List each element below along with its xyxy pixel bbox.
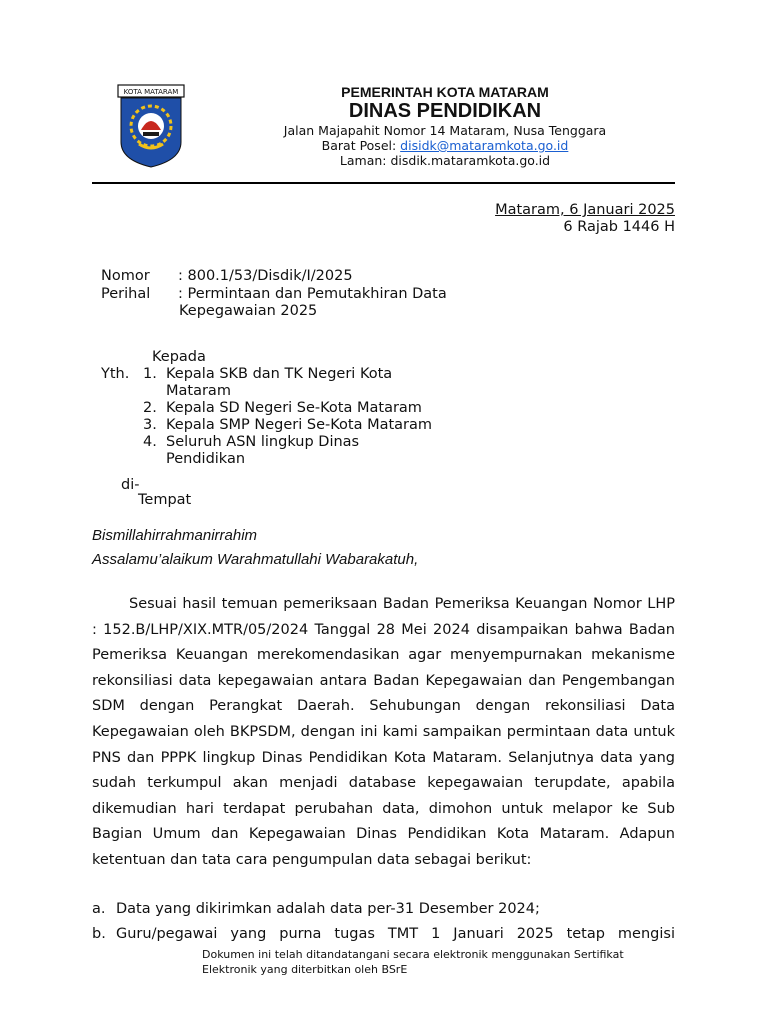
recipient-number: 1.	[143, 366, 157, 382]
point-a	[92, 897, 675, 923]
perihal-line: : Permintaan dan Pemutakhiran Data	[178, 286, 447, 302]
nomor-value: : 800.1/53/Disdik/I/2025	[178, 268, 353, 284]
kota-mataram-emblem	[117, 84, 185, 168]
letterhead-divider	[92, 182, 675, 184]
perihal-label: Perihal	[101, 286, 151, 302]
yth-label: Yth.	[101, 366, 130, 382]
date-block	[400, 202, 675, 236]
date-gregorian: Mataram, 6 Januari 2025	[495, 202, 675, 218]
recipient-line: Mataram	[166, 383, 231, 399]
letterhead-address-block	[250, 123, 640, 168]
letterhead-department: DINAS PENDIDIKAN	[348, 100, 542, 122]
letterhead-website: Laman: disdik.mataramkota.go.id	[339, 153, 551, 168]
email-link[interactable]: disidk@mataramkota.go.id	[400, 138, 569, 153]
body-paragraph: Sesuai hasil temuan pemeriksaan Badan Pemeriksa Keuangan Nomor LHP : 152.B/LHP/XIX.MTR/05/2024 Tanggal 28 Mei 2024 disampaikan bahwa Badan Pemeriksa Keuangan merekomendasikan agar menyempurnakan mekanisme rekonsiliasi data kepegawaian antara Badan Kepegawaian dan Pengembangan SDM dengan Perangkat Daerah. Sehubungan dengan rekonsiliasi Data Kepegawaian oleh BKPSDM, dengan ini kami sampaikan permintaan data untuk PNS dan PPPK lingkup Dinas Pendidikan Kota Mataram. Selanjutnya data yang sudah terkumpul akan menjadi database kepegawaian terupdate, apabila dikemudian hari terdapat perubahan data, dimohon untuk melapor ke Sub Bagian Umum dan Kepegawaian Dinas Pendidikan Kota Mataram. Adapun ketentuan dan tata cara pengumpulan data sebagai berikut:	[92, 596, 675, 868]
recipient-item	[143, 366, 463, 400]
recipient-number: 3.	[143, 417, 157, 433]
e-signature-note: Dokumen ini telah ditandatangani secara elektronik menggunakan Sertifikat Elektronik yang diterbitkan oleh BSrE	[202, 948, 624, 976]
recipient-item	[143, 417, 463, 434]
date-hijri: 6 Rajab 1446 H	[563, 219, 675, 235]
perihal-line: Kepegawaian 2025	[179, 303, 318, 319]
recipient-line: Kepala SMP Negeri Se-Kota Mataram	[166, 417, 433, 433]
recipient-item	[143, 400, 463, 417]
recipient-line: Kepala SKB dan TK Negeri Kota	[166, 366, 393, 382]
point-b-label: b.	[92, 926, 106, 942]
recipient-number: 2.	[143, 400, 157, 416]
nomor-label: Nomor	[101, 268, 150, 284]
letterhead-org: PEMERINTAH KOTA MATARAM	[341, 84, 549, 100]
point-b	[92, 922, 675, 948]
di-label: di-	[121, 477, 140, 493]
point-b-text: Guru/pegawai yang purna tugas TMT 1 Januari 2025 tetap mengisi	[116, 926, 675, 942]
post-label: Barat Posel:	[321, 138, 401, 153]
point-a-text: Data yang dikirimkan adalah data per-31 Desember 2024;	[116, 901, 540, 917]
letterhead-address: Jalan Majapahit Nomor 14 Mataram, Nusa Tenggara	[283, 123, 607, 138]
greeting-salam: Assalamu’alaikum Warahmatullahi Wabarakatuh,	[92, 551, 419, 568]
point-a-label: a.	[92, 901, 106, 917]
logo-caption: KOTA MATARAM	[123, 88, 179, 96]
recipient-list	[143, 366, 463, 468]
tempat-label: Tempat	[138, 492, 192, 508]
greeting-bismillah: Bismillahirrahmanirrahim	[92, 527, 258, 544]
letterhead-post-line	[250, 138, 640, 153]
recipient-item	[143, 434, 463, 468]
recipient-line: Pendidikan	[166, 451, 246, 467]
kepada-label: Kepada	[152, 349, 206, 365]
recipient-line: Kepala SD Negeri Se-Kota Mataram	[166, 400, 422, 416]
perihal-value	[178, 286, 447, 320]
recipient-number: 4.	[143, 434, 157, 450]
recipient-line: Seluruh ASN lingkup Dinas	[166, 434, 360, 450]
